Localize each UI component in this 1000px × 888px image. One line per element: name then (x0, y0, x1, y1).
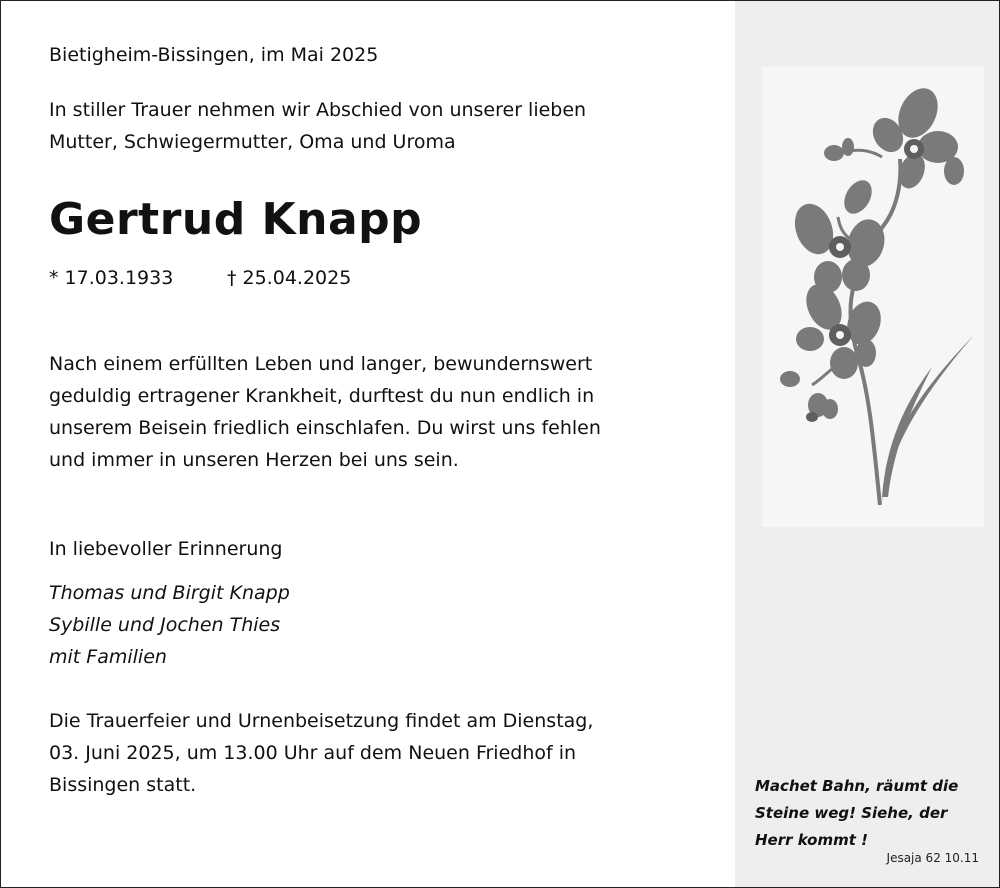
remembrance-label: In liebevoller Erinnerung (49, 538, 283, 560)
flower-panel (762, 67, 984, 527)
orchid-icon (762, 67, 984, 527)
place-date: Bietigheim-Bissingen, im Mai 2025 (49, 44, 379, 66)
mourner-name: Thomas und Birgit Knapp (49, 582, 290, 604)
intro-line: Mutter, Schwiegermutter, Oma und Uroma (49, 131, 456, 153)
mourner-name: mit Familien (49, 646, 167, 668)
birth-date: * 17.03.1933 (49, 267, 174, 289)
mourner-name: Sybille und Jochen Thies (49, 614, 281, 636)
quote-line: Steine weg! Siehe, der (755, 804, 948, 822)
message-line: geduldig ertragener Krankheit, durftest du nun endlich in (49, 385, 595, 407)
farewell-message (49, 348, 601, 476)
quote-reference: Jesaja 62 10.11 (886, 851, 979, 865)
quote-line: Machet Bahn, räumt die (755, 777, 959, 795)
message-line: Nach einem erfüllten Leben und langer, bewundernswert (49, 353, 593, 375)
ceremony-line: Bissingen statt. (49, 774, 197, 796)
intro-text (49, 94, 586, 158)
ceremony-info (49, 705, 593, 801)
intro-line: In stiller Trauer nehmen wir Abschied von unserer lieben (49, 99, 587, 121)
bible-quote (755, 773, 958, 854)
ceremony-line: 03. Juni 2025, um 13.00 Uhr auf dem Neuen Friedhof in (49, 742, 577, 764)
message-line: unserem Beisein friedlich einschlafen. Du wirst uns fehlen (49, 417, 601, 439)
sidebar (735, 1, 999, 887)
death-date: † 25.04.2025 (227, 267, 352, 289)
deceased-name: Gertrud Knapp (49, 194, 423, 245)
message-line: und immer in unseren Herzen bei uns sein. (49, 449, 459, 471)
quote-line: Herr kommt ! (755, 831, 868, 849)
mourners-list (49, 577, 290, 673)
ceremony-line: Die Trauerfeier und Urnenbeisetzung findet am Dienstag, (49, 710, 594, 732)
